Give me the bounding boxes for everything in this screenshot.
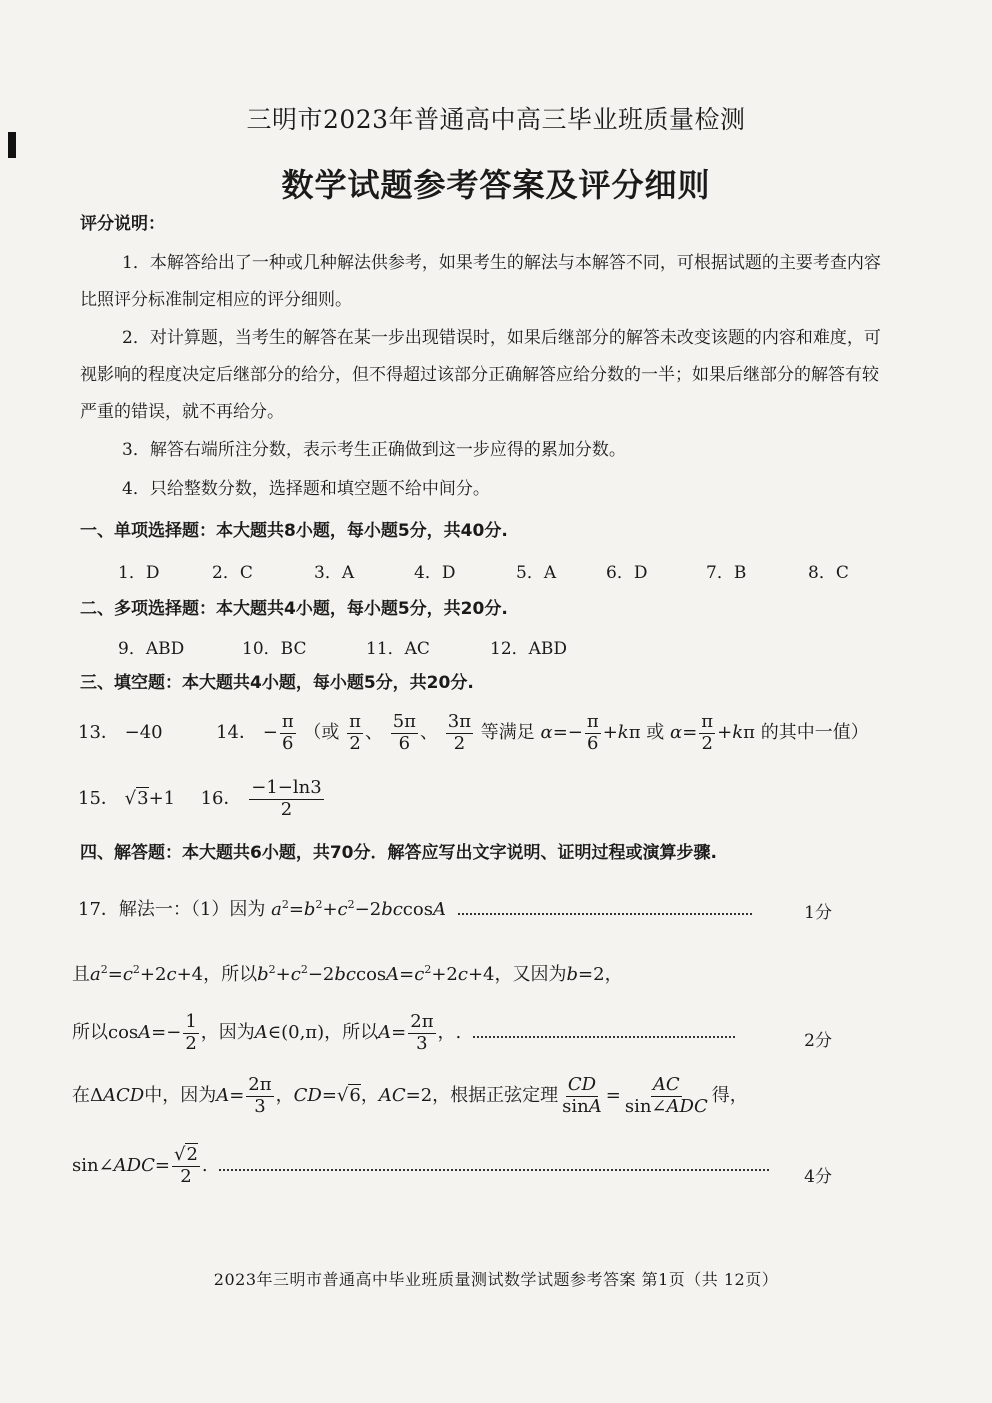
q17-step3-text-d: ，. bbox=[437, 1022, 462, 1044]
q17-step2-text-b: ，所以 bbox=[203, 964, 258, 985]
answer-5: 5．A bbox=[516, 563, 557, 583]
notes-heading: 评分说明： bbox=[80, 214, 165, 234]
q13-number: 13． bbox=[78, 722, 119, 744]
q15-number: 15． bbox=[78, 788, 119, 810]
answer-9: 9．ABD bbox=[118, 639, 185, 659]
q14-sep-2: 、 bbox=[420, 722, 439, 744]
fill-answers-13-14: 13． −40 14． − $\frac{\pi}{6}$ （或 $\frac{\pi}{2}$ 、 $\frac{5\pi}{6}$ 、 $\frac{3\pi}{2}$ 等满足 α=− $\frac{\pi}{6}$ +kπ 或 α= $\frac{\pi}{2}$ +kπ 的其中一值） bbox=[78, 711, 869, 754]
q17-step2-text-d: ， bbox=[604, 964, 623, 985]
q17-step4-text-b: 中，因为 bbox=[144, 1085, 217, 1107]
page-footer: 2023年三明市普通高中毕业班质量测试数学试题参考答案 第1页（共 12页） bbox=[213, 1270, 779, 1289]
q15-answer: √3 bbox=[124, 788, 149, 810]
q14-sep-1: 、 bbox=[365, 722, 383, 744]
section1-heading: 一、单项选择题：本大题共8小题，每小题5分，共40分. bbox=[80, 521, 508, 541]
q17-step3: 所以cosA=− $\frac{1}{2}$ ，因为A∈(0,π)，所以A= $\frac{2\pi}{3}$ ，. bbox=[72, 1012, 741, 1054]
q16-answer: $\frac{-1-\ln 3}{2}$ bbox=[251, 777, 322, 820]
q17-step2-text-a: 且 bbox=[72, 964, 90, 985]
score-1: 1分 bbox=[804, 903, 832, 923]
q17-step2-text-c: ，又因为 bbox=[494, 964, 567, 985]
q17-step4: 在ΔACD中，因为A= $\frac{2\pi}{3}$ ，CD=√6，AC=2，根据正弦定理 $\frac{CD}{\sin A}$ = $\frac{AC}{\text{sin∠ADC}}$ 得， bbox=[72, 1074, 748, 1117]
note-item-2: 2．对计算题，当考生的解答在某一步出现错误时，如果后继部分的解答未改变该题的内容和难度，可视影响的程度决定后继部分的给分，但不得超过该部分正确解答应给分数的一半；如果后继部分的解答有较严重的错误，就不再给分。 bbox=[80, 328, 881, 422]
q17-step5: sin∠ADC= $\frac{√2}{2}$ . bbox=[72, 1145, 775, 1187]
q14-or2: 或 bbox=[646, 722, 665, 744]
answer-7: 7．B bbox=[706, 563, 747, 583]
q17-step1: 17．解法一：（1）因为 $a^2=b^2+c^2-2bccosA$ bbox=[78, 895, 758, 921]
note-item-1: 1．本解答给出了一种或几种解法供参考，如果考生的解法与本解答不同，可根据试题的主要考查内容比照评分标准制定相应的评分细则。 bbox=[80, 253, 881, 310]
q14-number: 14． bbox=[216, 722, 258, 744]
q13-answer: −40 bbox=[124, 722, 163, 744]
fill-answers-15-16 bbox=[78, 778, 326, 820]
note-item-4: 4．只给整数分数，选择题和填空题不给中间分。 bbox=[122, 479, 490, 499]
section4-heading: 四、解答题：本大题共6小题，共70分．解答应写出文字说明、证明过程或演算步骤. bbox=[80, 843, 717, 863]
score-3: 4分 bbox=[804, 1167, 832, 1187]
document-title: 数学试题参考答案及评分细则 bbox=[281, 166, 711, 204]
q17-step4-text-c: ，根据正弦定理 bbox=[432, 1085, 559, 1107]
q17-step3-text-b: ，因为 bbox=[200, 1022, 255, 1044]
answer-3: 3．A bbox=[314, 563, 355, 583]
q17-step4-text-d: 得， bbox=[711, 1085, 748, 1107]
answer-10: 10．BC bbox=[242, 639, 307, 659]
answer-12: 12．ABD bbox=[490, 639, 568, 659]
q17-step3-text-c: ，所以 bbox=[324, 1022, 379, 1044]
answer-8: 8．C bbox=[808, 563, 849, 583]
q17-lead: 17．解法一：（1）因为 bbox=[78, 899, 266, 920]
q17-step2: 且$a^2=c^2+2c+4$，所以$b^2+c^2-2bccosA=c^2+2c+4$，又因为b=2， bbox=[72, 963, 623, 985]
note-item-3: 3．解答右端所注分数，表示考生正确做到这一步应得的累加分数。 bbox=[122, 440, 626, 460]
q16-number: 16． bbox=[200, 788, 242, 810]
q17-step3-text-a: 所以 bbox=[72, 1022, 108, 1044]
score-2: 2分 bbox=[804, 1031, 832, 1051]
q15-tail: +1 bbox=[148, 788, 176, 810]
q14-answer: − $\frac{\pi}{6}$ bbox=[262, 711, 294, 754]
q14-tail-text: 的其中一值） bbox=[760, 722, 869, 744]
answer-11: 11．AC bbox=[366, 639, 430, 659]
q14-or-text: （或 bbox=[303, 722, 340, 744]
answer-6: 6．D bbox=[606, 563, 648, 583]
q14-condition-text: 等满足 bbox=[480, 722, 535, 744]
section3-heading: 三、填空题：本大题共4小题，每小题5分，共20分. bbox=[80, 673, 474, 693]
exam-title: 三明市2023年普通高中高三毕业班质量检测 bbox=[246, 105, 746, 134]
q17-step4-text-a: 在 bbox=[72, 1085, 90, 1107]
answer-2: 2．C bbox=[212, 563, 253, 583]
answer-1: 1．D bbox=[118, 563, 160, 583]
section2-heading: 二、多项选择题：本大题共4小题，每小题5分，共20分. bbox=[80, 599, 508, 619]
answer-4: 4．D bbox=[414, 563, 456, 583]
